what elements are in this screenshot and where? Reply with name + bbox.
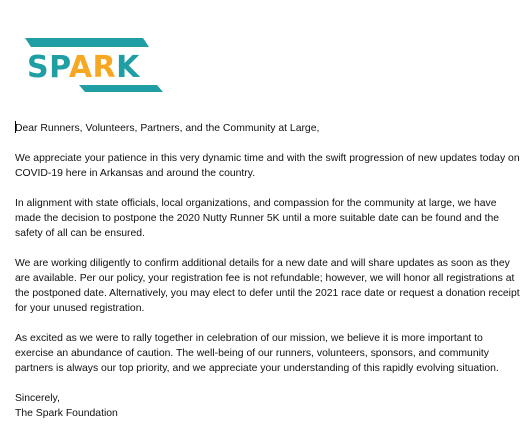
- spark-logo: [23, 36, 163, 96]
- letter-paragraph-4: As excited as we were to rally together in celebration of our mission, we believe it is more important to exercise an abundance of caution. The well-being of our runners, volunteers, sponsors, and community partners is always our top priority, and we appreciate your understanding of this rapidly evolving situation.: [15, 333, 499, 374]
- letter-signature: The Spark Foundation: [15, 408, 118, 419]
- letter-greeting: [15, 121, 520, 136]
- letter-closing: Sincerely,: [15, 393, 60, 404]
- letter-paragraph-2: In alignment with state officials, local organizations, and compassion for the community at large, we have made the decision to postpone the 2020 Nutty Runner 5K until a more suitable date can be found and the safety of all can be ensured.: [15, 198, 500, 239]
- greeting-text: Dear Runners, Volunteers, Partners, and the Community at Large,: [15, 123, 320, 134]
- letter-paragraph-1: We appreciate your patience in this very dynamic time and with the swift progression of new updates today on COVID-19 here in Arkansas and around the country.: [15, 153, 520, 179]
- logo-bottom-bar: [79, 85, 163, 92]
- letter-paragraph-3: We are working diligently to confirm additional details for a new date and will share updates as soon as they are available. Per our policy, your registration fee is not refundable; however, we will honor all registrations at the postponed date. Alternatively, you may elect to defer until the 2021 race date or request a donation receipt for your unused registration.: [15, 258, 520, 314]
- logo-wordmark: [27, 50, 141, 85]
- logo-text-mid: AR: [68, 50, 117, 85]
- logo-text-left: SP: [27, 50, 69, 85]
- logo-text-right: K: [116, 50, 140, 85]
- logo-top-bar: [25, 38, 149, 47]
- letter-body[interactable]: [15, 121, 520, 421]
